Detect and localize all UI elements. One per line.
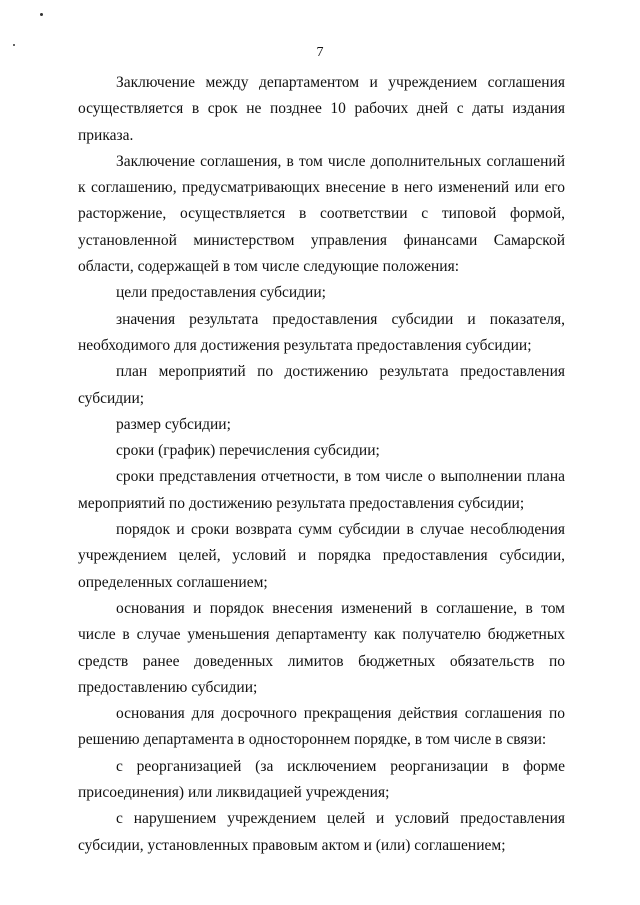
page-number: 7 xyxy=(316,45,324,60)
list-item: с реорганизацией (за исключением реорганизации в форме присоединения) или ликвидацией учреждения; xyxy=(78,757,565,802)
list-item: сроки (график) перечисления субсидии; xyxy=(116,442,380,460)
paragraph: Заключение соглашения, в том числе дополнительных соглашений к соглашению, предусматривающих внесение в него изменений или его расторжение, осуществляется в соответствии с типовой формой, установленной министерством управления финансами Самарской области, содержащей в том числе следующие положения: xyxy=(78,152,565,276)
list-item: сроки представления отчетности, в том числе о выполнении плана мероприятий по достижению результата предоставления субсидии; xyxy=(78,468,565,512)
list-item: значения результата предоставления субсидии и показателя, необходимого для достижения результата предоставления субсидии; xyxy=(78,310,565,354)
list-item: цели предоставления субсидии; xyxy=(116,284,326,302)
list-item: основания и порядок внесения изменений в соглашение, в том числе в случае уменьшения департаменту как получателю бюджетных средств ранее доведенных лимитов бюджетных обязательств по предоставлению субсидии; xyxy=(78,599,565,696)
list-item: план мероприятий по достижению результата предоставления субсидии; xyxy=(78,363,565,407)
list-item: порядок и сроки возврата сумм субсидии в случае несоблюдения учреждением целей, условий и порядка предоставления субсидии, определенных соглашением; xyxy=(78,521,565,591)
paragraph: Заключение между департаментом и учреждением соглашения осуществляется в срок не позднее 10 рабочих дней с даты издания приказа. xyxy=(78,74,565,144)
scan-speck xyxy=(40,13,43,16)
list-item: основания для досрочного прекращения действия соглашения по решению департамента в одностороннем порядке, в том числе в связи: xyxy=(78,705,565,749)
list-item: размер субсидии; xyxy=(116,415,231,433)
list-item: с нарушением учреждением целей и условий предоставления субсидии, установленных правовым актом и (или) соглашением; xyxy=(78,810,565,854)
document-body xyxy=(78,70,565,859)
